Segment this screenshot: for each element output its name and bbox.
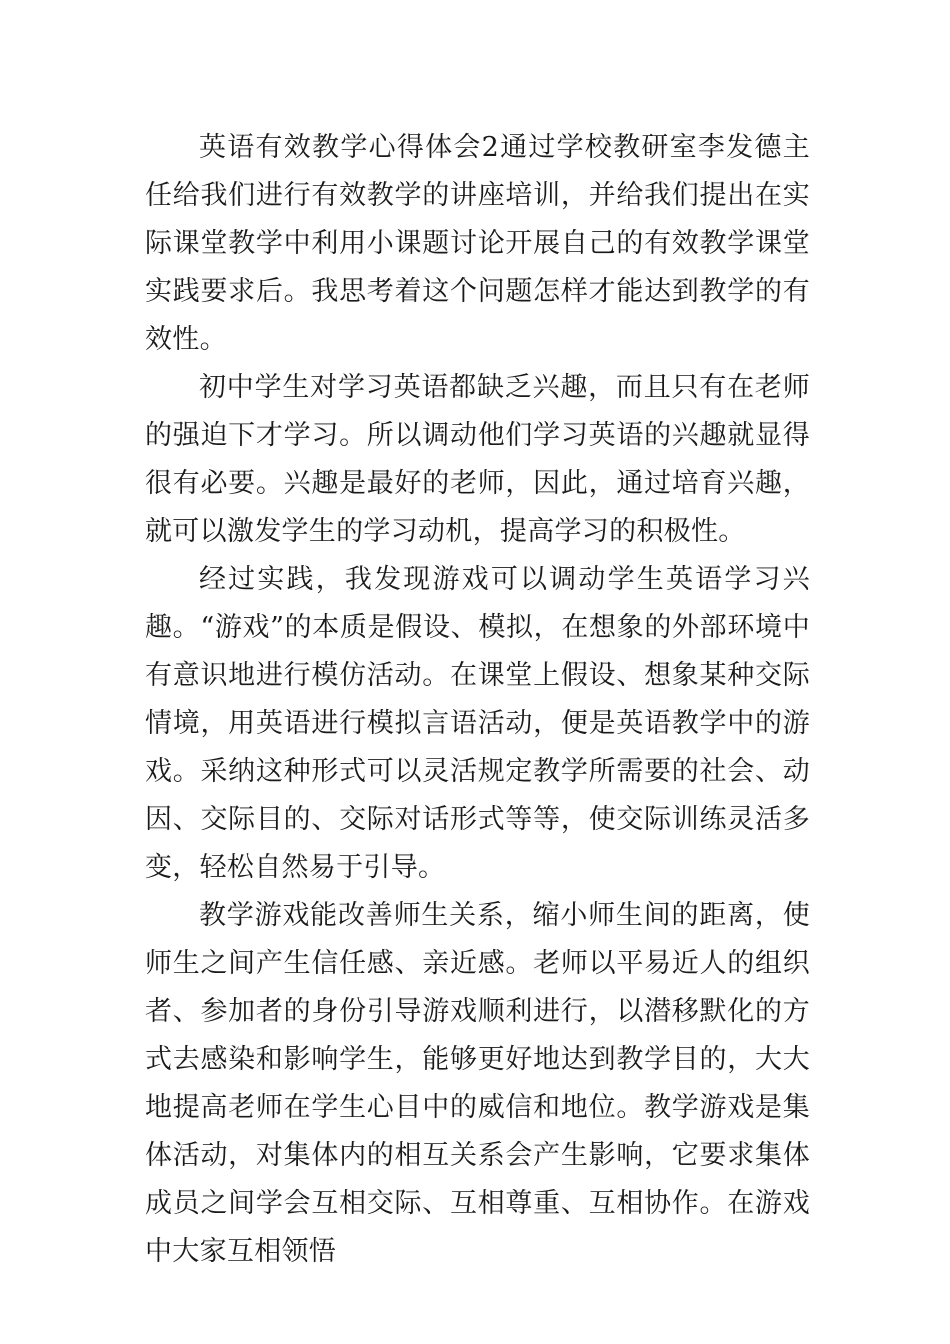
paragraph: 英语有效教学心得体会2通过学校教研室李发德主任给我们进行有效教学的讲座培训，并给我们提出在实际课堂教学中利用小课题讨论开展自己的有效教学课堂实践要求后。我思考着这个问题怎样才能达到教学的有效性。 — [145, 132, 810, 355]
paragraph: 经过实践，我发现游戏可以调动学生英语学习兴趣。“游戏”的本质是假设、模拟，在想象的外部环境中有意识地进行模仿活动。在课堂上假设、想象某种交际情境，用英语进行模拟言语活动，便是英语教学中的游戏。采纳这种形式可以灵活规定教学所需要的社会、动因、交际目的、交际对话形式等等，使交际训练灵活多变，轻松自然易于引导。 — [145, 564, 810, 883]
document-body — [145, 124, 810, 1276]
paragraph: 初中学生对学习英语都缺乏兴趣，而且只有在老师的强迫下才学习。所以调动他们学习英语的兴趣就显得很有必要。兴趣是最好的老师，因此，通过培育兴趣，就可以激发学生的学习动机，提高学习的积极性。 — [145, 372, 810, 547]
paragraph: 教学游戏能改善师生关系，缩小师生间的距离，使师生之间产生信任感、亲近感。老师以平易近人的组织者、参加者的身份引导游戏顺利进行，以潜移默化的方式去感染和影响学生，能够更好地达到教学目的，大大地提高老师在学生心目中的威信和地位。教学游戏是集体活动，对集体内的相互关系会产生影响，它要求集体成员之间学会互相交际、互相尊重、互相协作。在游戏中大家互相领悟 — [145, 900, 810, 1267]
